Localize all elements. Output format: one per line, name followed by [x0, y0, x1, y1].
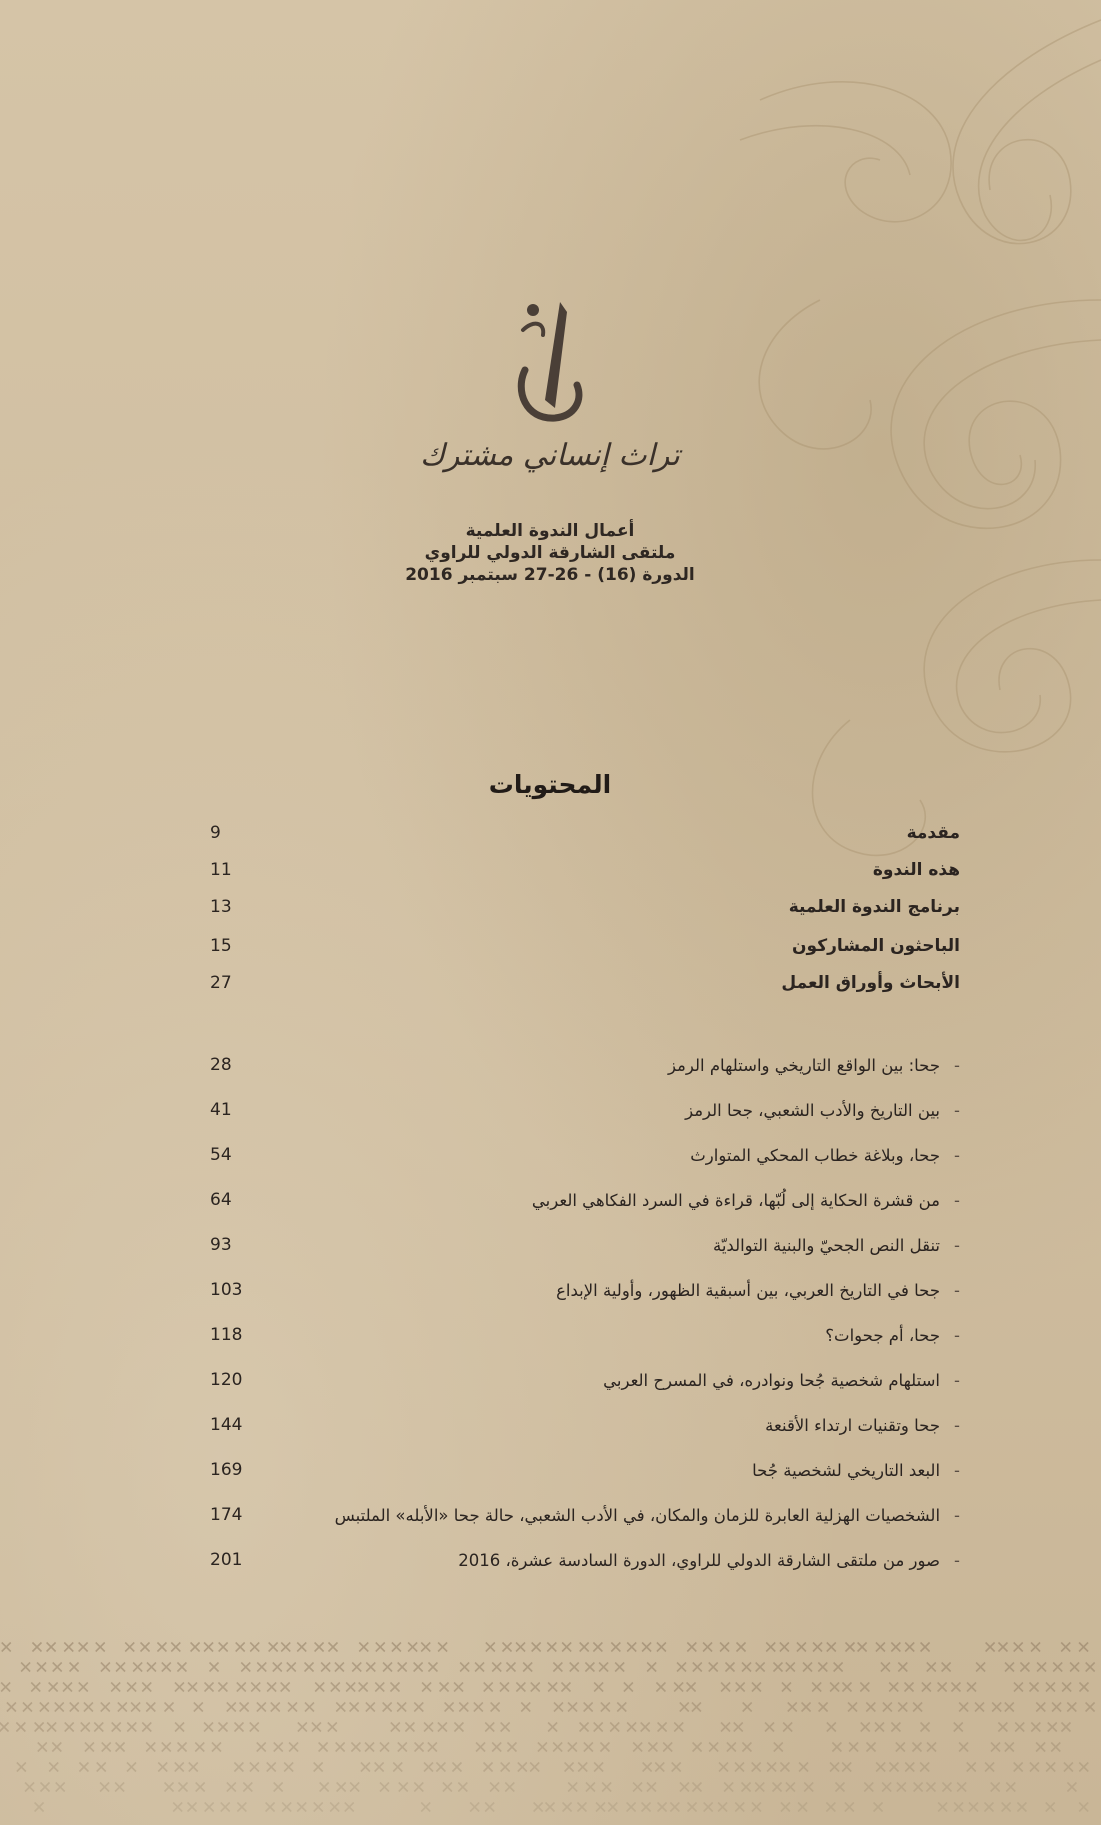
toc-sub-entry[interactable]	[210, 1408, 960, 1442]
conference-line-1: أعمال الندوة العلمية	[465, 521, 635, 541]
toc-page-number: 169	[210, 1460, 243, 1480]
toc-entry[interactable]	[210, 853, 960, 887]
toc-entry-title: جحا، وبلاغة خطاب المحكي المتوارث	[690, 1145, 941, 1165]
toc-entry-title: الشخصيات الهزلية العابرة للزمان والمكان، في الأدب الشعبي، حالة جحا «الأبله» الملتبس	[334, 1505, 941, 1525]
toc-dash: -	[954, 1100, 960, 1120]
conference-line-3: الدورة (16) - 26-27 سبتمبر 2016	[405, 565, 695, 585]
toc-sub-entry[interactable]	[210, 1363, 960, 1397]
toc-entry-title: جحا، أم جحوات؟	[825, 1325, 941, 1345]
toc-dash: -	[954, 1415, 960, 1435]
toc-dash: -	[954, 1235, 960, 1255]
toc-entry[interactable]	[210, 966, 960, 1000]
toc-entry-title: جحا وتقنيات ارتداء الأقنعة	[765, 1415, 941, 1435]
toc-dash: -	[954, 1325, 960, 1345]
toc-sub-entry[interactable]	[210, 1183, 960, 1217]
toc-entry-title: من قشرة الحكاية إلى لُبّها، قراءة في السرد الفكاهي العربي	[531, 1190, 941, 1210]
conference-info	[400, 520, 700, 586]
toc-sub-entry[interactable]	[210, 1228, 960, 1262]
toc-dash: -	[954, 1550, 960, 1570]
toc-sub-entry[interactable]	[210, 1498, 960, 1532]
toc-entry-title: الباحثون المشاركون	[792, 936, 960, 956]
toc-dash: -	[954, 1280, 960, 1300]
toc-sub-entry[interactable]	[210, 1453, 960, 1487]
toc-page-number: 201	[210, 1550, 243, 1570]
toc-page-number: 11	[210, 860, 232, 880]
toc-page-number: 13	[210, 897, 232, 917]
toc-dash: -	[954, 1460, 960, 1480]
toc-entry-title: هذه الندوة	[872, 860, 960, 880]
toc-page-number: 54	[210, 1145, 232, 1165]
toc-page-number: 27	[210, 973, 232, 993]
toc-page-number: 41	[210, 1100, 232, 1120]
toc-page-number: 120	[210, 1370, 243, 1390]
x-pattern-ornament	[0, 1635, 1101, 1825]
toc-title: المحتويات	[488, 770, 612, 799]
toc-page-number: 64	[210, 1190, 232, 1210]
toc-dash: -	[954, 1145, 960, 1165]
conference-line-2: ملتقى الشارقة الدولي للراوي	[424, 543, 676, 563]
toc-entry-title: صور من ملتقى الشارقة الدولي للراوي، الدورة السادسة عشرة، 2016	[458, 1550, 941, 1570]
toc-dash: -	[954, 1055, 960, 1075]
toc-sub-entry[interactable]	[210, 1138, 960, 1172]
toc-sub-entry[interactable]	[210, 1273, 960, 1307]
toc-entry[interactable]	[210, 929, 960, 963]
toc-page-number: 174	[210, 1505, 243, 1525]
toc-entry-title: مقدمة	[906, 823, 960, 843]
toc-page-number: 9	[210, 823, 221, 843]
toc-sub-entry[interactable]	[210, 1048, 960, 1082]
toc-sub-entry[interactable]	[210, 1318, 960, 1352]
toc-page-number: 28	[210, 1055, 232, 1075]
toc-entry-title: تنقل النص الجحيّ والبنية التوالديّة	[712, 1235, 941, 1255]
toc-page-number: 15	[210, 936, 232, 956]
toc-dash: -	[954, 1505, 960, 1525]
toc-page-number: 103	[210, 1280, 243, 1300]
toc-entry-title: استلهام شخصية جُحا ونوادره، في المسرح العربي	[603, 1370, 941, 1390]
toc-entry-title: جحا: بين الواقع التاريخي واستلهام الرمز	[667, 1055, 941, 1075]
toc-page-number: 93	[210, 1235, 232, 1255]
toc-entry-title: جحا في التاريخ العربي، بين أسبقية الظهور، وأولية الإبداع	[556, 1280, 941, 1300]
toc-sub-entry[interactable]	[210, 1543, 960, 1577]
toc-sub-entry[interactable]	[210, 1093, 960, 1127]
toc-entry-title: الأبحاث وأوراق العمل	[781, 973, 960, 993]
toc-entry[interactable]	[210, 890, 960, 924]
toc-dash: -	[954, 1370, 960, 1390]
juha-logo-icon	[515, 290, 585, 430]
toc-page-number: 144	[210, 1415, 243, 1435]
toc-entry-title: البعد التاريخي لشخصية جُحا	[752, 1460, 941, 1480]
tagline: تراث إنساني مشترك	[420, 438, 680, 473]
toc-entry-title: بين التاريخ والأدب الشعبي، جحا الرمز	[685, 1100, 941, 1120]
toc-entry-title: برنامج الندوة العلمية	[788, 897, 960, 917]
toc-page-number: 118	[210, 1325, 243, 1345]
toc-entry[interactable]	[210, 816, 960, 850]
toc-dash: -	[954, 1190, 960, 1210]
